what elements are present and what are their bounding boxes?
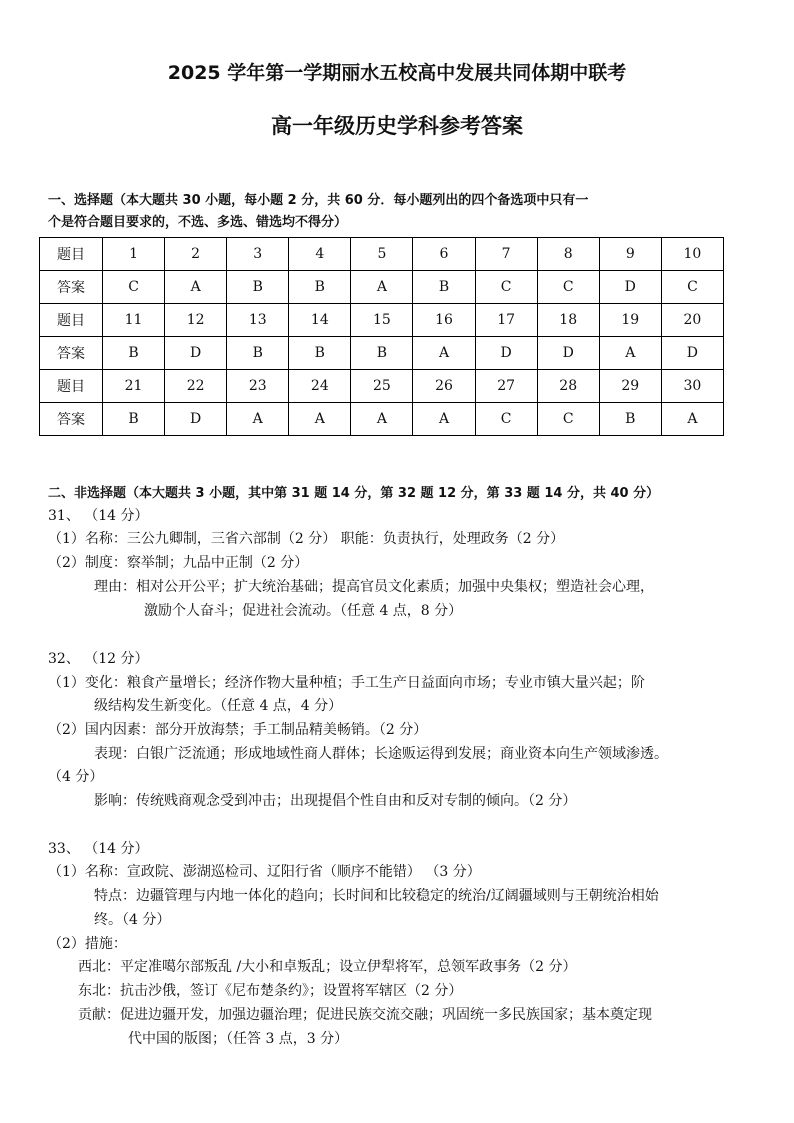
answer-cell: D	[599, 271, 661, 304]
q31-line1: （1）名称：三公九卿制，三省六部制（2 分） 职能：负责执行，处理政务（2 分）	[48, 531, 565, 547]
question-cell: 5	[351, 238, 413, 271]
q31-line2: （2）制度：察举制；九品中正制（2 分）	[48, 555, 309, 571]
section1-heading-line1: 一、选择题（本大题共 30 小题，每小题 2 分，共 60 分．每小题列出的四个备选项中只有一	[48, 193, 589, 208]
answer-cell: A	[165, 271, 227, 304]
answer-cell: D	[165, 403, 227, 436]
q31-line4: 激励个人奋斗；促进社会流动。（任意 4 点，8 分）	[144, 603, 463, 619]
question-cell: 19	[599, 304, 661, 337]
question-cell: 29	[599, 370, 661, 403]
answer-cell: A	[351, 271, 413, 304]
question-cell: 30	[661, 370, 723, 403]
question-cell: 13	[227, 304, 289, 337]
answer-row	[40, 271, 724, 304]
question-cell: 6	[413, 238, 475, 271]
q33-line7: 贡献：促进边疆开发，加强边疆治理；促进民族交流交融；巩固统一多民族国家；基本奠定现	[78, 1007, 652, 1023]
q32-line3: （2）国内因素：部分开放海禁；手工制品精美畅销。（2 分）	[48, 722, 428, 738]
question-cell: 22	[165, 370, 227, 403]
question-row-label: 题目	[40, 370, 103, 403]
section1-heading-line2: 个是符合题目要求的，不选、多选、错选均不得分）	[48, 215, 348, 230]
q32-line2: 级结构发生新变化。（任意 4 点，4 分）	[94, 698, 343, 714]
q32-line4: 表现：白银广泛流通；形成地域性商人群体；长途贩运得到发展；商业资本向生产领域渗透。	[94, 746, 668, 762]
question-cell: 23	[227, 370, 289, 403]
question-cell: 9	[599, 238, 661, 271]
answer-cell: B	[599, 403, 661, 436]
section2-heading: 二、非选择题（本大题共 3 小题，其中第 31 题 14 分，第 32 题 12 分，第 33 题 14 分，共 40 分）	[48, 486, 660, 501]
question-cell: 1	[103, 238, 165, 271]
answer-cell: D	[537, 337, 599, 370]
question-cell: 10	[661, 238, 723, 271]
answer-cell: C	[475, 271, 537, 304]
question-cell: 3	[227, 238, 289, 271]
q33-line4: （2）措施：	[48, 936, 127, 952]
q33-line6: 东北：抗击沙俄，签订《尼布楚条约》；设置将军辖区（2 分）	[78, 983, 463, 999]
answer-row-label: 答案	[40, 337, 103, 370]
question-cell: 28	[537, 370, 599, 403]
answer-cell: C	[475, 403, 537, 436]
q32-heading: 32、 （12 分）	[48, 651, 149, 667]
question-cell: 8	[537, 238, 599, 271]
q31-heading: 31、 （14 分）	[48, 508, 149, 524]
q33-heading: 33、 （14 分）	[48, 841, 149, 857]
answer-table	[39, 237, 724, 436]
answer-row-label: 答案	[40, 271, 103, 304]
q33-line1: （1）名称：宣政院、澎湖巡检司、辽阳行省（顺序不能错） （3 分）	[48, 864, 481, 880]
q33-line8: 代中国的版图；（任答 3 点，3 分）	[128, 1031, 349, 1047]
document-subtitle: 高一年级历史学科参考答案	[271, 114, 523, 138]
question-cell: 26	[413, 370, 475, 403]
question-cell: 15	[351, 304, 413, 337]
q31-line3: 理由：相对公开公平；扩大统治基础；提高官员文化素质；加强中央集权；塑造社会心理，	[94, 579, 654, 595]
question-cell: 2	[165, 238, 227, 271]
section1-heading	[48, 190, 748, 234]
answer-cell: A	[599, 337, 661, 370]
answer-cell: A	[413, 403, 475, 436]
answer-cell: A	[289, 403, 351, 436]
answer-cell: D	[661, 337, 723, 370]
answer-cell: B	[289, 337, 351, 370]
question-cell: 24	[289, 370, 351, 403]
answer-cell: B	[289, 271, 351, 304]
answer-cell: A	[661, 403, 723, 436]
q32-line5: （4 分）	[48, 769, 104, 785]
document-title: 2025 学年第一学期丽水五校高中发展共同体期中联考	[167, 62, 627, 84]
question-cell: 27	[475, 370, 537, 403]
question-cell: 18	[537, 304, 599, 337]
answer-cell: B	[351, 337, 413, 370]
question-row-label: 题目	[40, 238, 103, 271]
question-cell: 14	[289, 304, 351, 337]
question-cell: 17	[475, 304, 537, 337]
answer-cell: B	[103, 403, 165, 436]
answer-cell: B	[103, 337, 165, 370]
question-row	[40, 370, 724, 403]
answer-cell: B	[413, 271, 475, 304]
question-cell: 7	[475, 238, 537, 271]
answer-row-label: 答案	[40, 403, 103, 436]
answer-row	[40, 403, 724, 436]
answer-row	[40, 337, 724, 370]
answer-cell: D	[165, 337, 227, 370]
answer-cell: B	[227, 271, 289, 304]
answer-cell: A	[227, 403, 289, 436]
answer-cell: C	[661, 271, 723, 304]
answer-cell: C	[537, 271, 599, 304]
question-cell: 16	[413, 304, 475, 337]
answer-cell: A	[413, 337, 475, 370]
question-cell: 25	[351, 370, 413, 403]
answer-cell: A	[351, 403, 413, 436]
question-cell: 21	[103, 370, 165, 403]
question-row-label: 题目	[40, 304, 103, 337]
question-cell: 11	[103, 304, 165, 337]
answer-cell: D	[475, 337, 537, 370]
question-row	[40, 304, 724, 337]
q33-line5: 西北：平定准噶尔部叛乱 /大小和卓叛乱；设立伊犁将军，总领军政事务（2 分）	[78, 959, 577, 975]
q33-line2: 特点：边疆管理与内地一体化的趋向；长时间和比较稳定的统治/辽阔疆域则与王朝统治相始	[94, 888, 659, 904]
question-cell: 4	[289, 238, 351, 271]
question-cell: 12	[165, 304, 227, 337]
answer-cell: B	[227, 337, 289, 370]
answer-cell: C	[103, 271, 165, 304]
question-cell: 20	[661, 304, 723, 337]
q32-line6: 影响：传统贱商观念受到冲击；出现提倡个性自由和反对专制的倾向。（2 分）	[94, 793, 577, 809]
answer-cell: C	[537, 403, 599, 436]
question-row	[40, 238, 724, 271]
q33-line3: 终。（4 分）	[94, 912, 171, 928]
q32-line1: （1）变化：粮食产量增长；经济作物大量种植；手工生产日益面向市场；专业市镇大量兴起；阶	[48, 675, 645, 691]
